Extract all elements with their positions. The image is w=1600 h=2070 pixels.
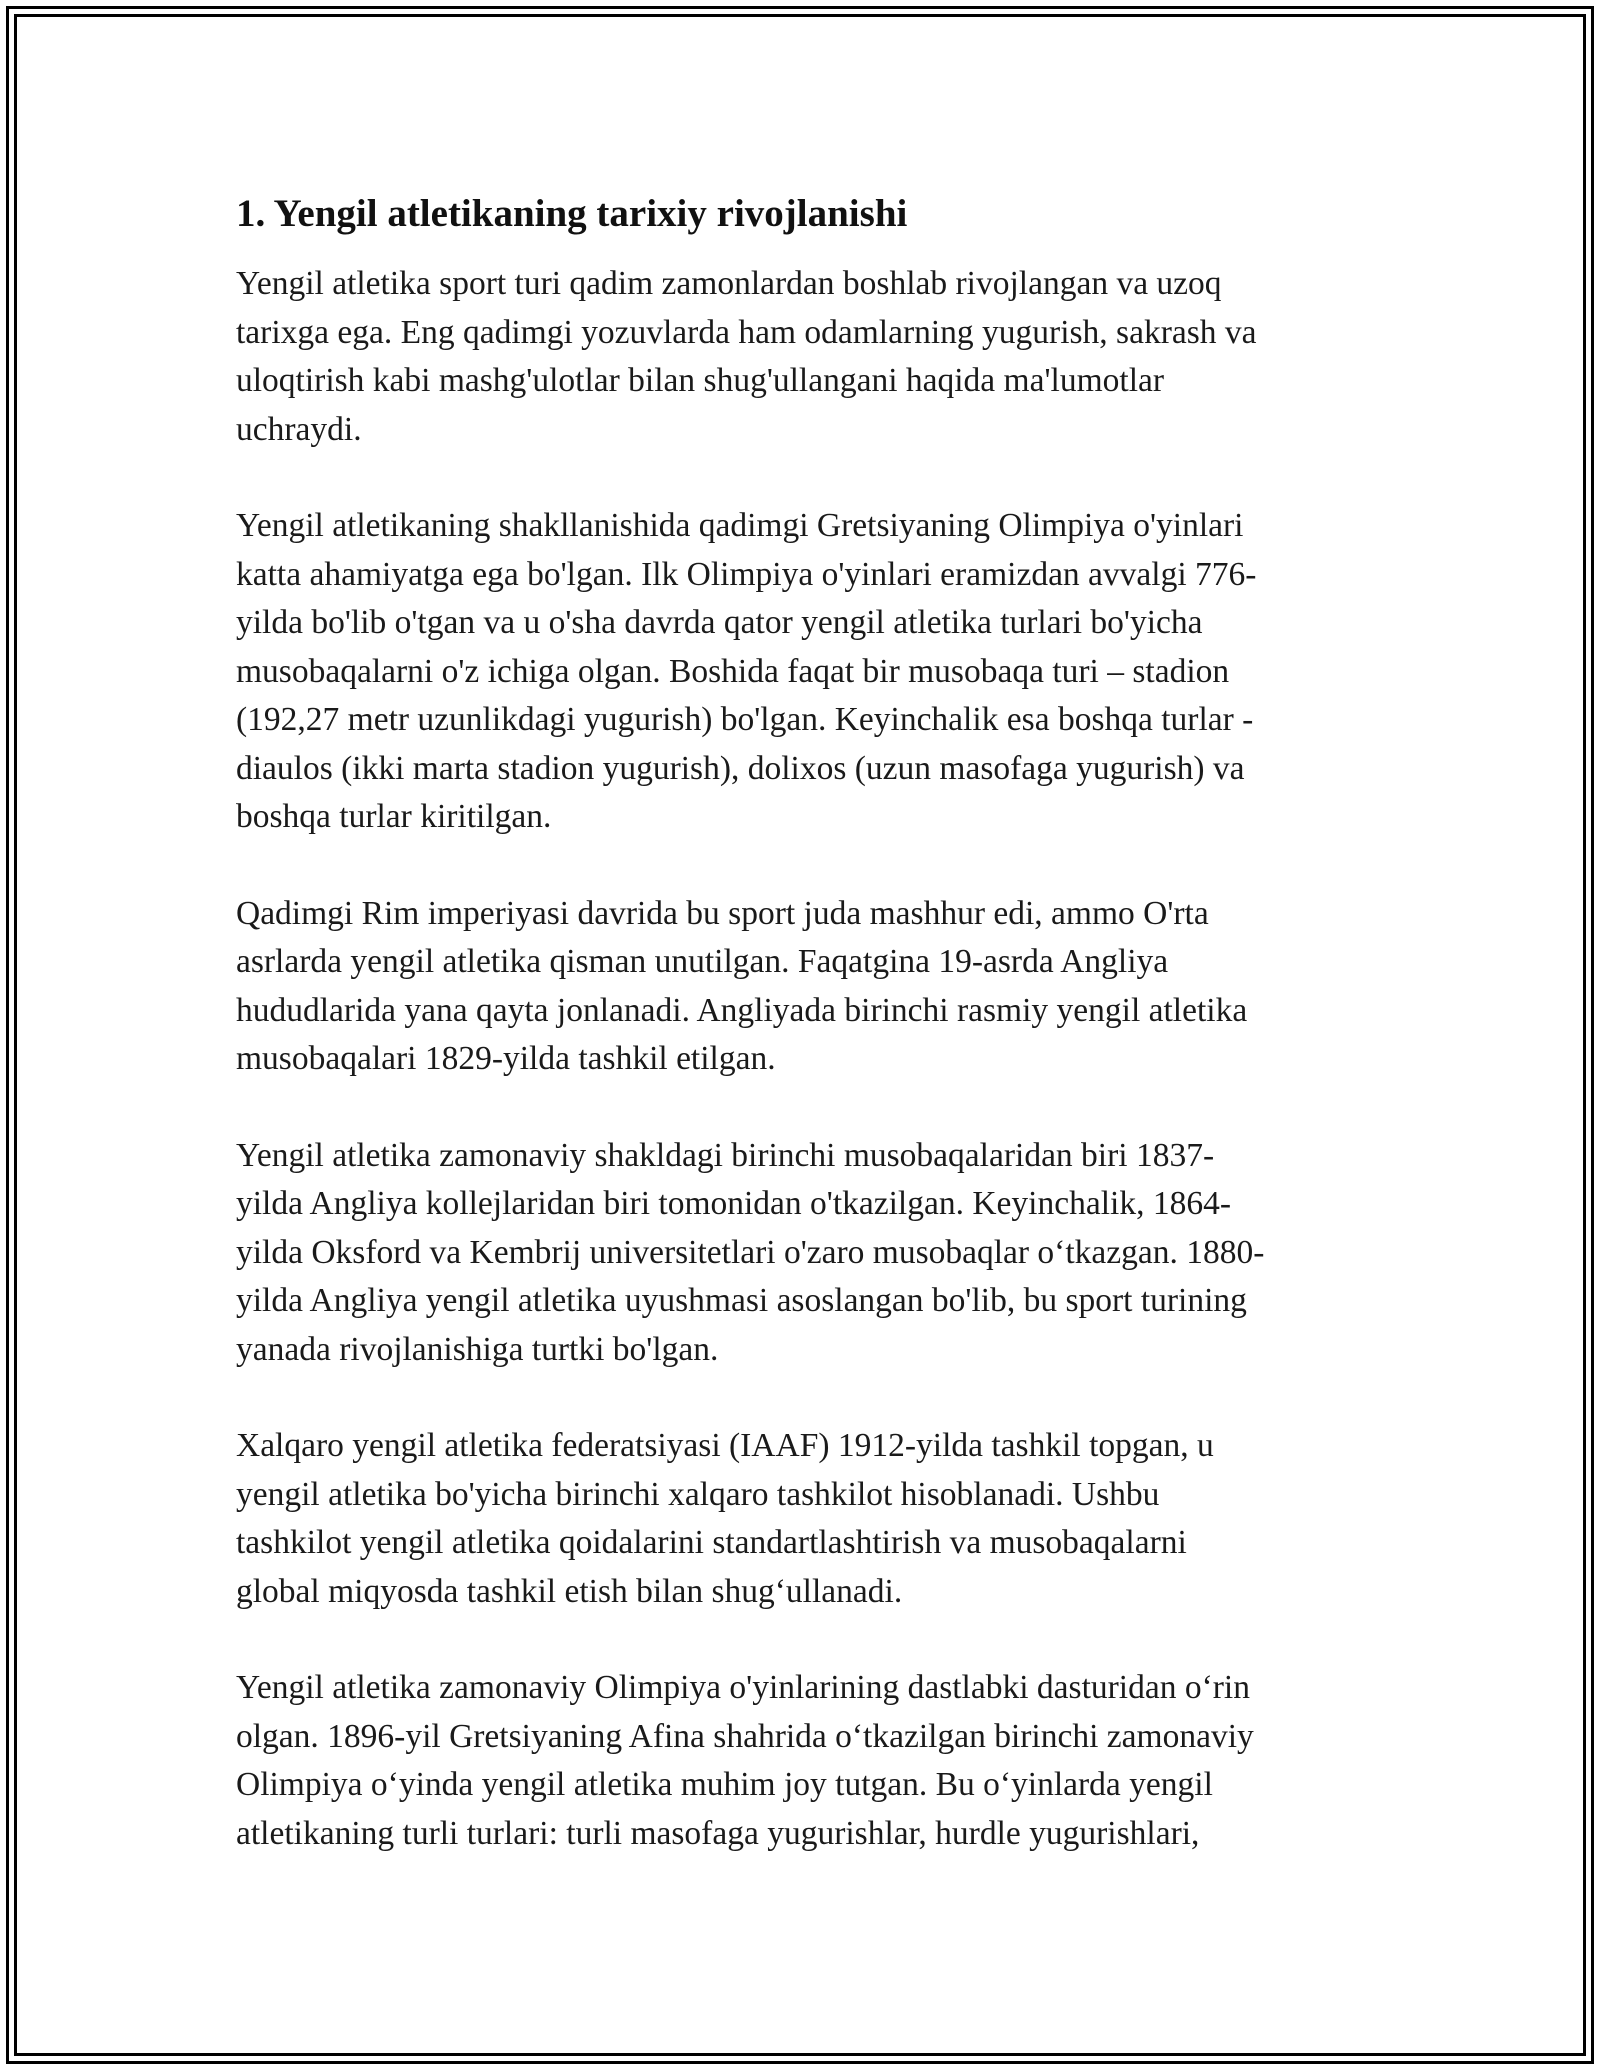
text-line: (192,27 metr uzunlikdagi yugurish) bo'lgan. Keyinchalik esa boshqa turlar -: [236, 701, 1254, 738]
text-line: Yengil atletika sport turi qadim zamonlardan boshlab rivojlangan va uzoq: [236, 265, 1222, 302]
text-line: uchraydi.: [236, 410, 362, 448]
text-line: yilda bo'lib o'tgan va u o'sha davrda qator yengil atletika turlari bo'yicha: [236, 604, 1203, 641]
text-line: uloqtirish kabi mashg'ulotlar bilan shug'ullangani haqida ma'lumotlar: [236, 362, 1165, 399]
text-line: yilda Oksford va Kembrij universitetlari o'zaro musobaqlar o‘tkazgan. 1880-: [236, 1233, 1265, 1271]
text-line: tarixga ega. Eng qadimgi yozuvlarda ham odamlarning yugurish, sakrash va: [236, 313, 1257, 351]
text-line: Xalqaro yengil atletika federatsiyasi (IAAF) 1912-yilda tashkil topgan, u: [236, 1427, 1214, 1464]
text-line: Yengil atletika zamonaviy Olimpiya o'yinlarining dastlabki dasturidan o‘rin: [236, 1669, 1250, 1706]
text-line: yengil atletika bo'yicha birinchi xalqaro tashkilot hisoblanadi. Ushbu: [236, 1475, 1160, 1513]
paragraph-2: [236, 502, 1376, 842]
paragraph-6: [236, 1664, 1376, 1858]
paragraph-5: [236, 1422, 1376, 1616]
text-line: global miqyosda tashkil etish bilan shug‘ullanadi.: [236, 1572, 903, 1610]
text-line: musobaqalari 1829-yilda tashkil etilgan.: [236, 1040, 776, 1077]
text-line: yilda Angliya kollejlaridan biri tomonidan o'tkazilgan. Keyinchalik, 1864-: [236, 1185, 1231, 1222]
text-line: asrlarda yengil atletika qisman unutilgan. Faqatgina 19-asrda Angliya: [236, 943, 1169, 980]
text-line: Yengil atletika zamonaviy shakldagi birinchi musobaqalaridan biri 1837-: [236, 1136, 1215, 1174]
text-line: musobaqalarni o'z ichiga olgan. Boshida faqat bir musobaqa turi – stadion: [236, 652, 1230, 690]
text-line: Qadimgi Rim imperiyasi davrida bu sport juda mashhur edi, ammo O'rta: [236, 894, 1209, 932]
text-line: olgan. 1896-yil Gretsiyaning Afina shahrida o‘tkazilgan birinchi zamonaviy: [236, 1717, 1254, 1755]
text-line: tashkilot yengil atletika qoidalarini standartlashtirish va musobaqalarni: [236, 1524, 1187, 1561]
paragraph-3: [236, 890, 1376, 1084]
text-line: yilda Angliya yengil atletika uyushmasi asoslangan bo'lib, bu sport turining: [236, 1282, 1247, 1319]
text-line: hududlarida yana qayta jonlanadi. Angliyada birinchi rasmiy yengil atletika: [236, 991, 1248, 1029]
section-heading: 1. Yengil atletikaning tarixiy rivojlanishi: [236, 192, 908, 235]
text-line: atletikaning turli turlari: turli masofaga yugurishlar, hurdle yugurishlari,: [236, 1814, 1200, 1852]
text-line: boshqa turlar kiritilgan.: [236, 798, 552, 835]
paragraph-4: [236, 1132, 1376, 1375]
text-line: Olimpiya o‘yinda yengil atletika muhim joy tutgan. Bu o‘yinlarda yengil: [236, 1766, 1213, 1803]
text-line: yanada rivojlanishiga turtki bo'lgan.: [236, 1330, 719, 1368]
text-line: katta ahamiyatga ega bo'lgan. Ilk Olimpiya o'yinlari eramizdan avvalgi 776-: [236, 555, 1257, 593]
text-line: Yengil atletikaning shakllanishida qadimgi Gretsiyaning Olimpiya o'yinlari: [236, 507, 1244, 544]
document-body: [236, 186, 1376, 1906]
text-line: diaulos (ikki marta stadion yugurish), dolixos (uzun masofaga yugurish) va: [236, 749, 1245, 787]
paragraph-1: [236, 260, 1376, 454]
